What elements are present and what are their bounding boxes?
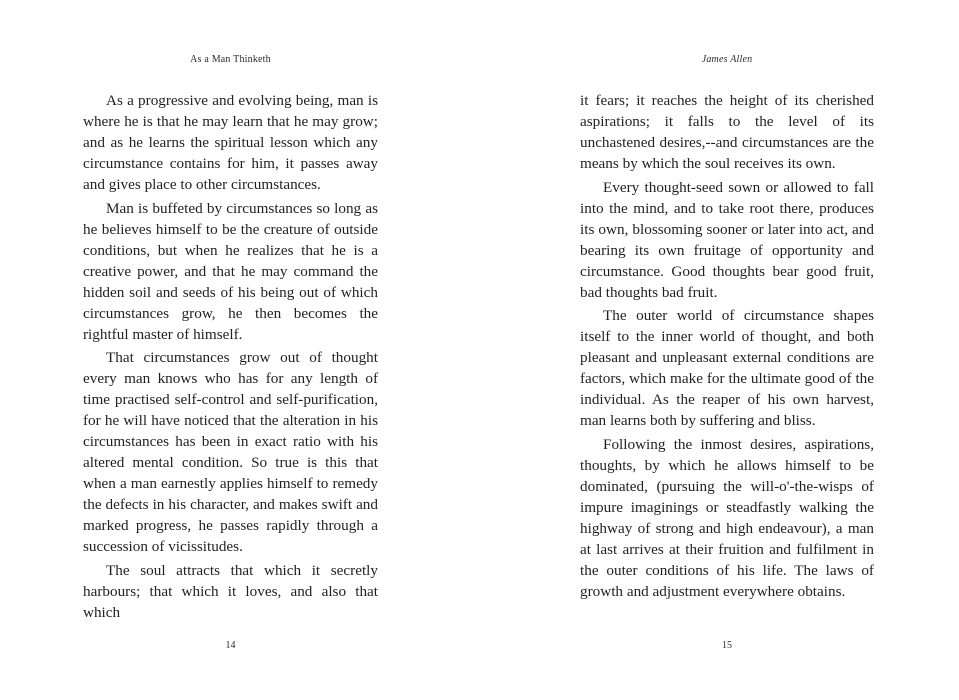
paragraph: Man is buffeted by circumstances so long as he believes himself to be the creature of outside conditions, but when he realizes that he is a creative power, and that he may command the hidden soil and seeds of his being out of which circumstances grow, he then becomes the rightful master of himself. [83, 199, 378, 343]
paragraph: Following the inmost desires, aspirations, thoughts, by which he allows himself to be dominated, (pursuing the will-o'-the-wisps of impure imaginings or steadfastly walking the highway of strong and high endeavour), a man at last arrives at their fruition and fulfilment in the outer conditions of his life. The laws of growth and adjustment everywhere obtains. [580, 435, 874, 600]
paragraph: The outer world of circumstance shapes itself to the inner world of thought, and both pleasant and unpleasant external conditions are factors, which make for the ultimate good of the individual. As the reaper of his own harvest, man learns both by suffering and bliss. [580, 307, 874, 429]
paragraph: The soul attracts that which it secretly harbours; that which it loves, and also that which [83, 561, 378, 621]
running-head-title: As a Man Thinketh [190, 54, 271, 65]
left-page-body [83, 90, 378, 625]
right-page-body [580, 90, 874, 604]
left-page [0, 0, 479, 700]
page-number: 14 [225, 640, 236, 651]
paragraph: That circumstances grow out of thought every man knows who has for any length of time practised self-control and self-purification, for he will have noticed that the alteration in his circumstances has been in exact ratio with his altered mental condition. So true is this that when a man earnestly applies himself to remedy the defects in his character, and makes swift and marked progress, he passes rapidly through a succession of vicissitudes. [83, 349, 378, 555]
paragraph: Every thought-seed sown or allowed to fall into the mind, and to take root there, produces its own, blossoming sooner or later into act, and bearing its own fruitage of opportunity and circumstance. Good thoughts bear good fruit, bad thoughts bad fruit. [580, 178, 874, 301]
right-page [479, 0, 959, 700]
paragraph: As a progressive and evolving being, man is where he is that he may learn that he may grow; and as he learns the spiritual lesson which any circumstance contains for him, it passes away and gives place to other circumstances. [83, 92, 378, 193]
page-number: 15 [722, 640, 732, 651]
paragraph-continuation: it fears; it reaches the height of its cherished aspirations; it falls to the level of its unchastened desires,--and circumstances are the means by which the soul receives its own. [580, 92, 874, 172]
running-head-author: James Allen [701, 54, 753, 65]
